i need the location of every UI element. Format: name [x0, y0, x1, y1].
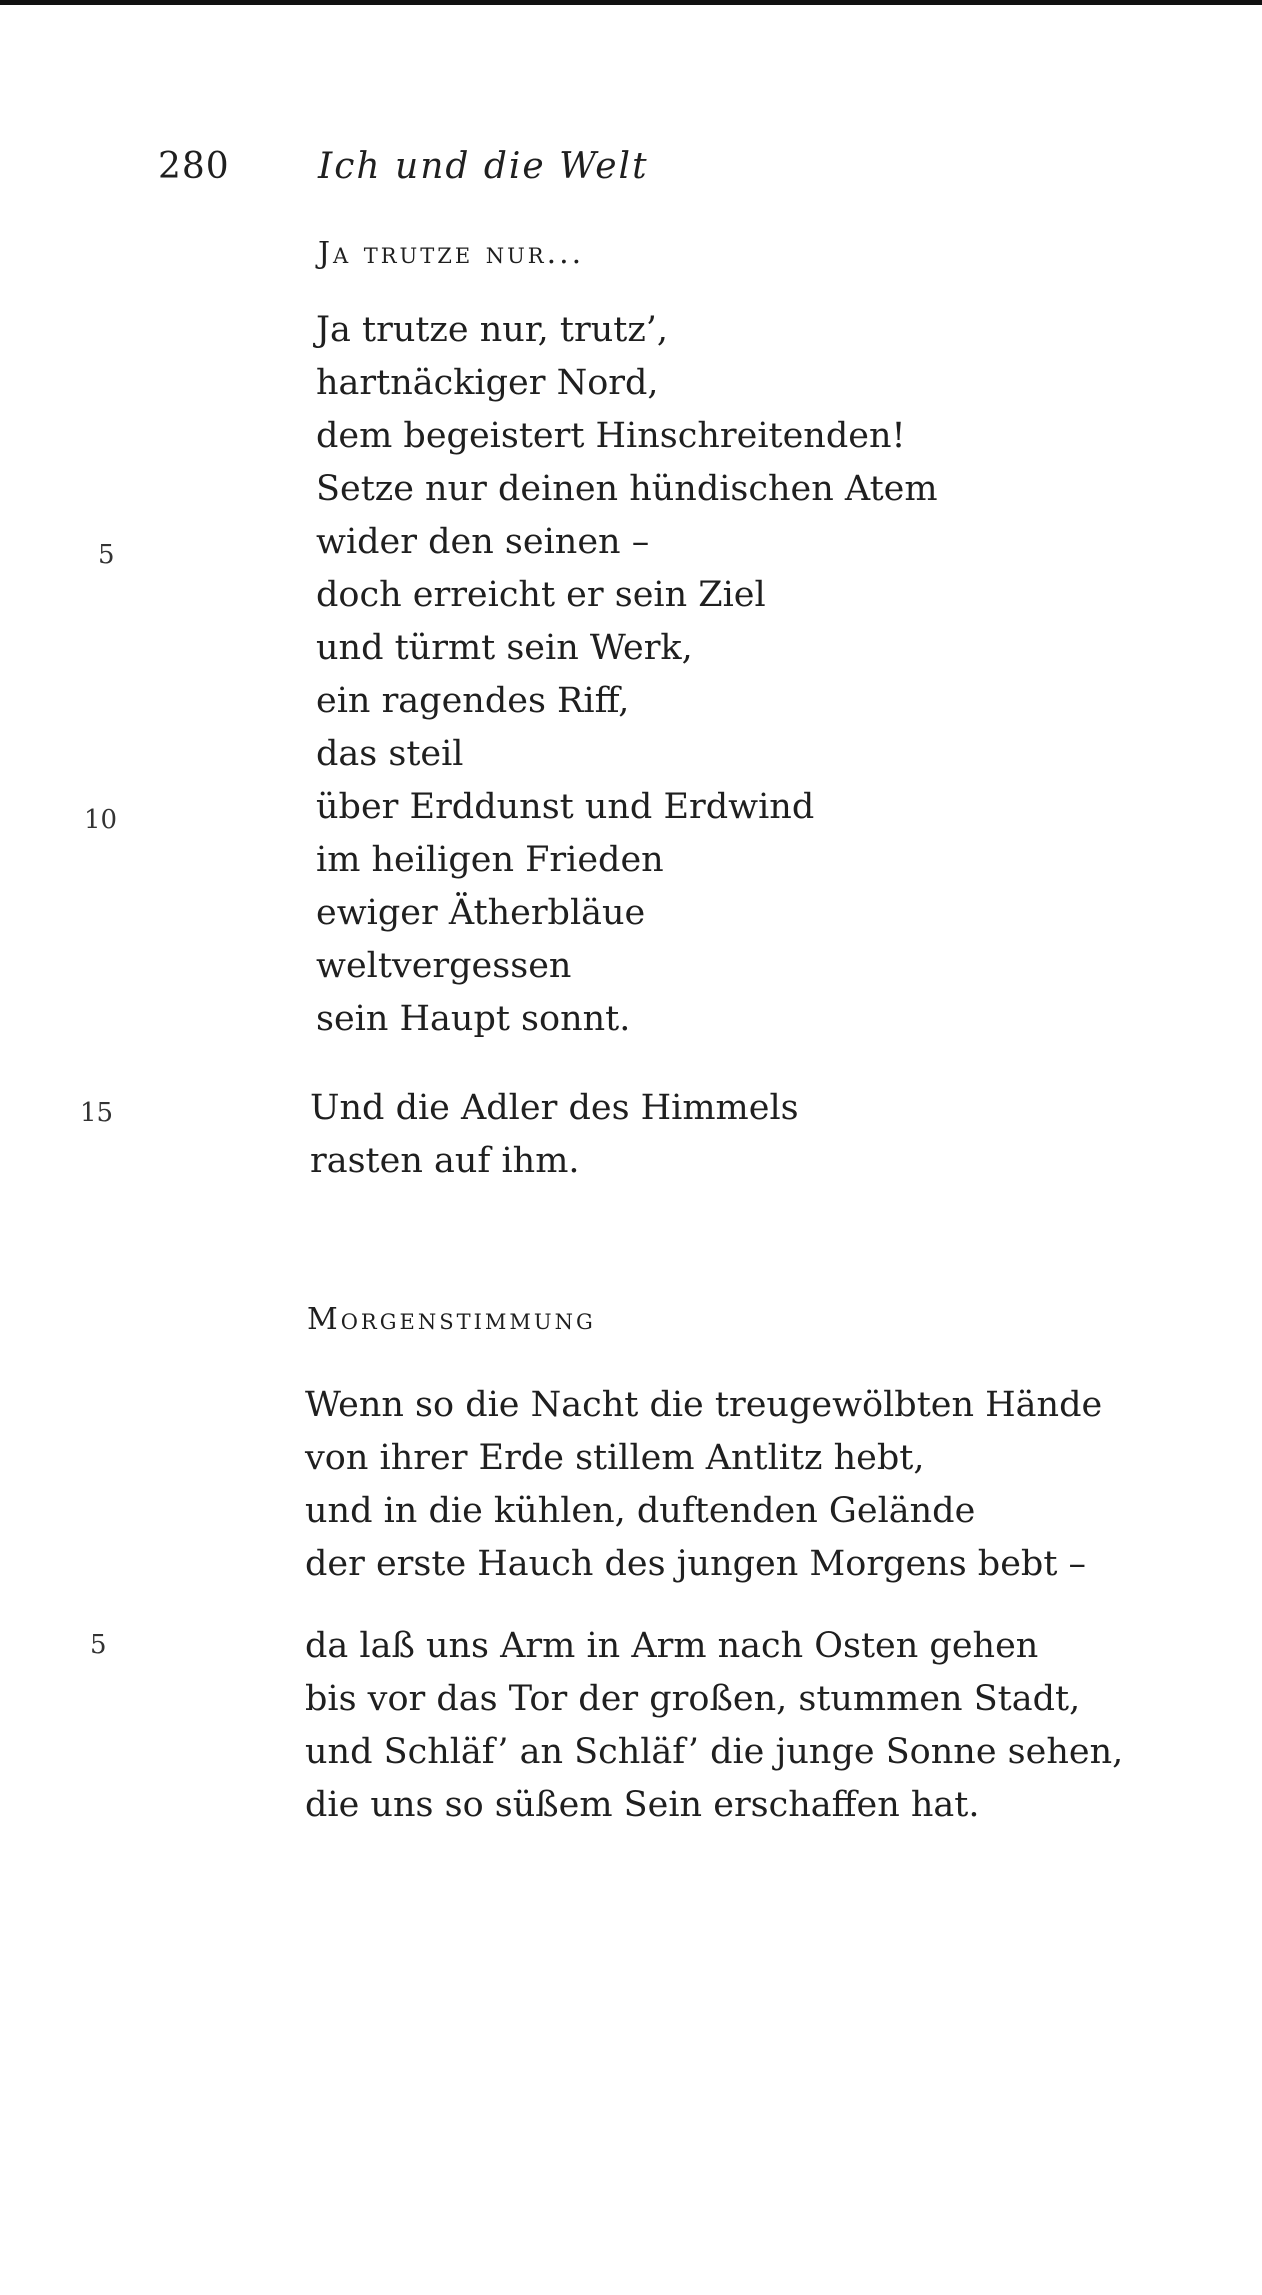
poem-line: doch erreicht er sein Ziel — [316, 575, 766, 615]
poem-line: rasten auf ihm. — [310, 1141, 580, 1181]
poem-line: Wenn so die Nacht die treugewölbten Hände — [305, 1385, 1103, 1425]
poem-line: im heiligen Frieden — [316, 840, 664, 880]
stanza — [310, 1082, 799, 1188]
stanza — [305, 1620, 1123, 1832]
poem-line: bis vor das Tor der großen, stummen Stadt, — [305, 1679, 1081, 1719]
poem-line: und in die kühlen, duftenden Gelände — [305, 1491, 976, 1531]
poem-line: über Erddunst und Erdwind — [316, 787, 815, 827]
poem-line: und türmt sein Werk, — [316, 628, 693, 668]
line-number: 15 — [80, 1098, 114, 1128]
poem-line: von ihrer Erde stillem Antlitz hebt, — [305, 1438, 925, 1478]
poem-line: da laß uns Arm in Arm nach Osten gehen — [305, 1626, 1039, 1666]
poem-line: Ja trutze nur, trutz’, — [316, 310, 669, 350]
poem-line: ein ragendes Riff, — [316, 681, 630, 721]
poem-title: Ja trutze nur... — [318, 236, 585, 271]
poem-line: ewiger Ätherbläue — [316, 893, 646, 933]
poem-line: Und die Adler des Himmels — [310, 1088, 799, 1128]
poem-line: das steil — [316, 734, 464, 774]
stanza — [316, 304, 938, 1046]
top-edge-rule — [0, 0, 1262, 5]
poem-line: Setze nur deinen hündischen Atem — [316, 469, 938, 509]
poem-line: hartnäckiger Nord, — [316, 363, 659, 403]
line-number: 5 — [90, 1630, 107, 1660]
poem-line: und Schläf’ an Schläf’ die junge Sonne sehen, — [305, 1732, 1124, 1772]
stanza — [305, 1379, 1102, 1591]
line-number: 5 — [98, 540, 115, 570]
running-head: Ich und die Welt — [318, 146, 649, 187]
poem-line: dem begeistert Hinschreitenden! — [316, 416, 906, 456]
line-number: 10 — [84, 805, 118, 835]
poem-line: weltvergessen — [316, 946, 572, 986]
poem-line: wider den seinen – — [316, 522, 650, 562]
poem-line: der erste Hauch des jungen Morgens bebt – — [305, 1544, 1087, 1584]
poem-line: die uns so süßem Sein erschaffen hat. — [305, 1785, 980, 1825]
poem-line: sein Haupt sonnt. — [316, 999, 631, 1039]
poem-title: Morgenstimmung — [307, 1302, 596, 1337]
page-number: 280 — [158, 146, 230, 187]
